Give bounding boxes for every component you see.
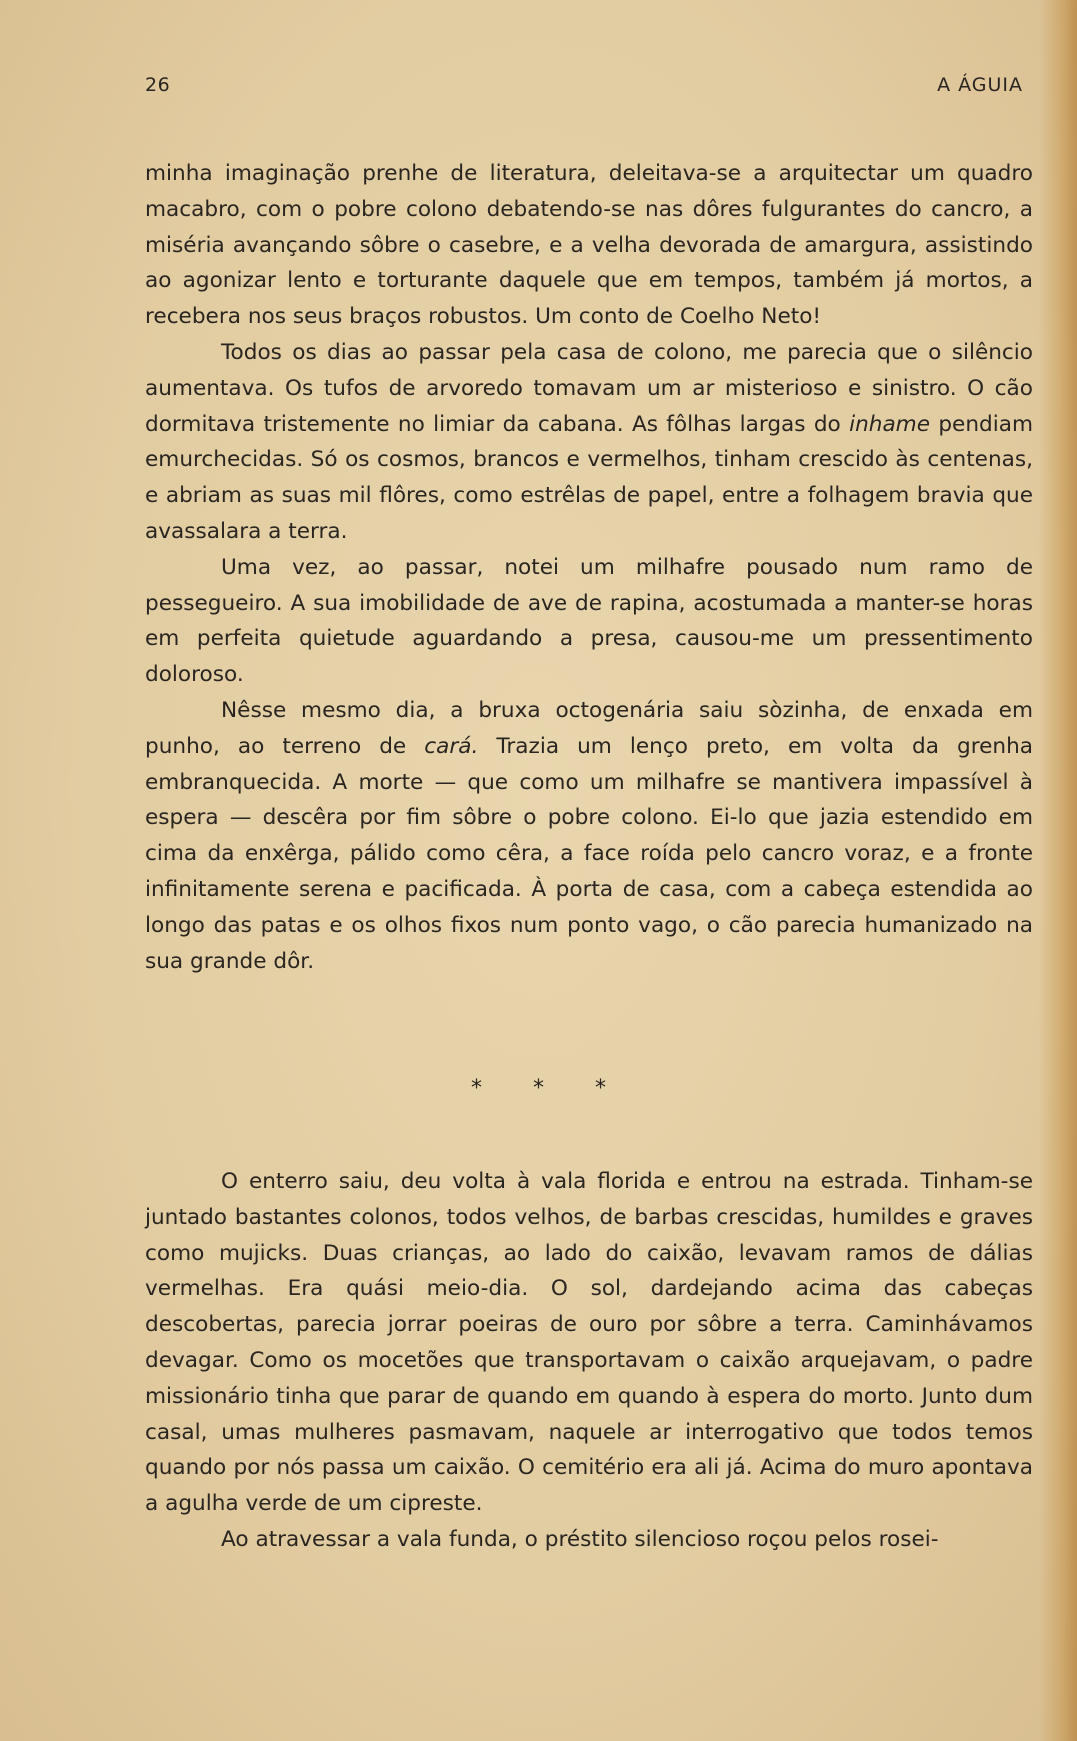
paragraph-4 — [145, 693, 1033, 979]
paragraph-6: Ao atravessar a vala funda, o préstito silencioso roçou pelos rosei- — [221, 1526, 939, 1552]
page-number: 26 — [145, 74, 171, 96]
running-head: A ÁGUIA — [937, 74, 1023, 96]
paragraph-2-text-b: pendiam emurchecidas. Só os cosmos, brancos e vermelhos, tinham crescido às centenas, e abriam as suas mil flôres, como estrêlas de papel, entre a folhagem bravia que avassalara a terra. — [145, 411, 1033, 544]
paragraph-2 — [145, 335, 1033, 550]
section-divider-asterisks: * * * — [471, 1076, 628, 1101]
page-header — [145, 74, 1033, 104]
paragraph-4-text-b: Trazia um lenço preto, em volta da grenha embranquecida. A morte — que como um milhafre se mantivera impassível à espera — descêra por fim sôbre o pobre colono. Ei-lo que jazia estendido em cima da enxêrga, pálido como cêra, a face roída pelo cancro voraz, e a fronte infinitamente serena e pacificada. À porta de casa, com a cabeça estendida ao longo das patas e os olhos fixos num ponto vago, o cão parecia humanizado na sua grande dôr. — [145, 733, 1033, 974]
body-text-section-1 — [145, 156, 1033, 979]
page-edge-shadow — [1039, 0, 1077, 1741]
body-text-section-2 — [145, 1164, 1033, 1558]
paragraph-5: O enterro saiu, deu volta à vala florida e entrou na estrada. Tinham-se juntado bastantes colonos, todos velhos, de barbas crescidas, humildes e graves como mujicks. Duas crianças, ao lado do caixão, levavam ramos de dálias vermelhas. Era quási meio-dia. O sol, dardejando acima das cabeças descobertas, parecia jorrar poeiras de ouro por sôbre a terra. Caminhávamos devagar. Como os mocetões que transportavam o caixão arquejavam, o padre missionário tinha que parar de quando em quando à espera do morto. Junto dum casal, umas mulheres pasmavam, naquele ar interrogativo que todos temos quando por nós passa um caixão. O cemitério era ali já. Acima do muro apontava a agulha verde de um cipreste. — [145, 1169, 1033, 1517]
paragraph-2-italic: inhame — [849, 411, 931, 437]
paragraph-1: minha imaginação prenhe de literatura, deleitava-se a arquitectar um quadro macabro, com o pobre colono debatendo-se nas dôres fulgurantes do cancro, a miséria avançando sôbre o casebre, e a velha devorada de amargura, assistindo ao agonizar lento e torturante daquele que em tempos, também já mortos, a recebera nos seus braços robustos. Um conto de Coelho Neto! — [145, 161, 1033, 330]
paragraph-2-text-a: Todos os dias ao passar pela casa de colono, me parecia que o silêncio aumentava. Os tufos de arvoredo tomavam um ar misterioso e sinistro. O cão dormitava tristemente no limiar da cabana. As fôlhas largas do — [145, 339, 1033, 437]
paragraph-4-italic: cará. — [424, 733, 479, 759]
paragraph-3: Uma vez, ao passar, notei um milhafre pousado num ramo de pessegueiro. A sua imobilidade de ave de rapina, acostumada a manter-se horas em perfeita quietude aguardando a presa, causou-me um pressentimento doloroso. — [145, 554, 1033, 688]
paragraph-4-text-a: Nêsse mesmo dia, a bruxa octogenária saiu sòzinha, de enxada em punho, ao terreno de — [145, 697, 1033, 759]
